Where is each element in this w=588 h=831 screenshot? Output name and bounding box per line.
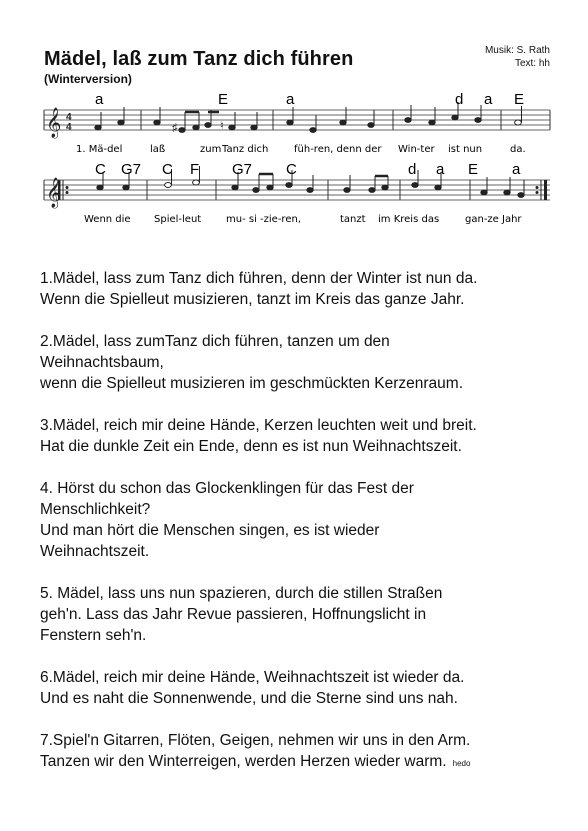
verse-6: [40, 667, 560, 709]
verse-line: 6.Mädel, reich mir deine Hände, Weihnachtszeit ist wieder da.: [40, 669, 465, 686]
verse-line: Weihnachtsbaum,: [40, 354, 164, 371]
music-credit: Musik: S. Rath: [484, 45, 550, 56]
chord-symbol: E: [468, 161, 479, 178]
verse-line: Menschlichkeit?: [40, 501, 151, 518]
verse-line: 7.Spiel'n Gitarren, Flöten, Geigen, nehmen wir uns in den Arm.: [40, 732, 471, 749]
lyric-syllable: mu- si -zie-ren,: [226, 214, 301, 225]
chord-symbol: d: [408, 161, 417, 178]
verse-line: 3.Mädel, reich mir deine Hände, Kerzen leuchten weit und breit.: [40, 417, 477, 434]
lyric-syllable: zum: [200, 144, 222, 155]
lyric-syllable: tanzt: [340, 214, 366, 225]
lyric-syllable: gan-ze Jahr: [465, 214, 522, 225]
verse-line: wenn die Spielleut musizieren im geschmückten Kerzenraum.: [40, 375, 464, 392]
verse-line: Hat die dunkle Zeit ein Ende, denn es ist nun Weihnachtszeit.: [40, 438, 462, 455]
lyric-syllable: laß: [150, 144, 166, 155]
verse-line: Und man hört die Menschen singen, es ist wieder: [40, 522, 380, 539]
verse-line: 1.Mädel, lass zum Tanz dich führen, denn der Winter ist nun da.: [40, 270, 478, 287]
verse-line: 2.Mädel, lass zumTanz dich führen, tanzen um den: [40, 333, 390, 350]
verse-line: Wenn die Spielleut musizieren, tanzt im Kreis das ganze Jahr.: [40, 291, 465, 308]
chord-symbol: G7: [121, 161, 142, 178]
verse-7: [40, 730, 560, 774]
treble-clef-icon: 𝄞: [46, 108, 62, 138]
verse-line: [40, 751, 560, 774]
verse-1: [40, 268, 560, 310]
lyric-syllable: füh-ren, denn der: [294, 144, 382, 155]
chord-symbol: a: [436, 161, 445, 178]
svg-text:4: 4: [66, 122, 72, 133]
chord-symbol: a: [484, 91, 493, 108]
verse-line: geh'n. Lass das Jahr Revue passieren, Hoffnungslicht in: [40, 606, 427, 623]
lyric-syllable: Spiel-leut: [154, 214, 202, 225]
lyric-syllable: ist nun: [448, 144, 483, 155]
svg-text:4: 4: [66, 112, 72, 123]
lyric-syllable: da.: [510, 144, 526, 155]
chord-symbol: E: [514, 91, 525, 108]
lyric-syllable: Win-ter: [398, 144, 435, 155]
verses: [40, 268, 560, 795]
text-credit: Text: hh: [514, 58, 550, 69]
verse-line: Fenstern seh'n.: [40, 627, 147, 644]
verse-4: [40, 478, 560, 562]
chord-symbol: C: [162, 161, 173, 178]
verse-line-text: Tanzen wir den Winterreigen, werden Herzen wieder warm.: [40, 753, 447, 770]
verse-line: Und es naht die Sonnenwende, und die Sterne sind uns nah.: [40, 690, 458, 707]
chord-symbol: d: [455, 91, 464, 108]
chord-symbol: E: [218, 91, 229, 108]
verse-line: 5. Mädel, lass uns nun spazieren, durch die stillen Straßen: [40, 585, 443, 602]
treble-clef-icon: 𝄞: [46, 178, 62, 208]
chord-symbol: a: [512, 161, 521, 178]
chord-symbol: a: [95, 91, 104, 108]
verse-line: 4. Hörst du schon das Glockenklingen für das Fest der: [40, 480, 414, 497]
chord-symbol: G7: [232, 161, 253, 178]
melody-line-2: [97, 166, 524, 197]
lyric-syllable: Wenn die: [84, 214, 131, 225]
svg-text:♮: ♮: [220, 120, 224, 132]
chord-symbol: F: [190, 161, 200, 178]
song-subtitle: (Winterversion): [44, 72, 132, 86]
chord-symbol: a: [286, 91, 295, 108]
verse-line: Weihnachtszeit.: [40, 543, 150, 560]
lyric-syllable: im Kreis das: [378, 214, 440, 225]
lyric-syllable: Tanz dich: [222, 144, 269, 155]
sheet-music: [0, 85, 588, 235]
credits: [485, 44, 550, 70]
svg-text:♯: ♯: [172, 122, 178, 134]
chord-symbol: C: [286, 161, 297, 178]
verse-5: [40, 583, 560, 646]
chord-symbol: C: [95, 161, 106, 178]
song-title: Mädel, laß zum Tanz dich führen: [44, 48, 354, 70]
verse-2: [40, 331, 560, 394]
verse-3: [40, 415, 560, 457]
lyric-syllable: 1. Mä-del: [76, 144, 123, 155]
signature: hedo: [452, 759, 471, 768]
